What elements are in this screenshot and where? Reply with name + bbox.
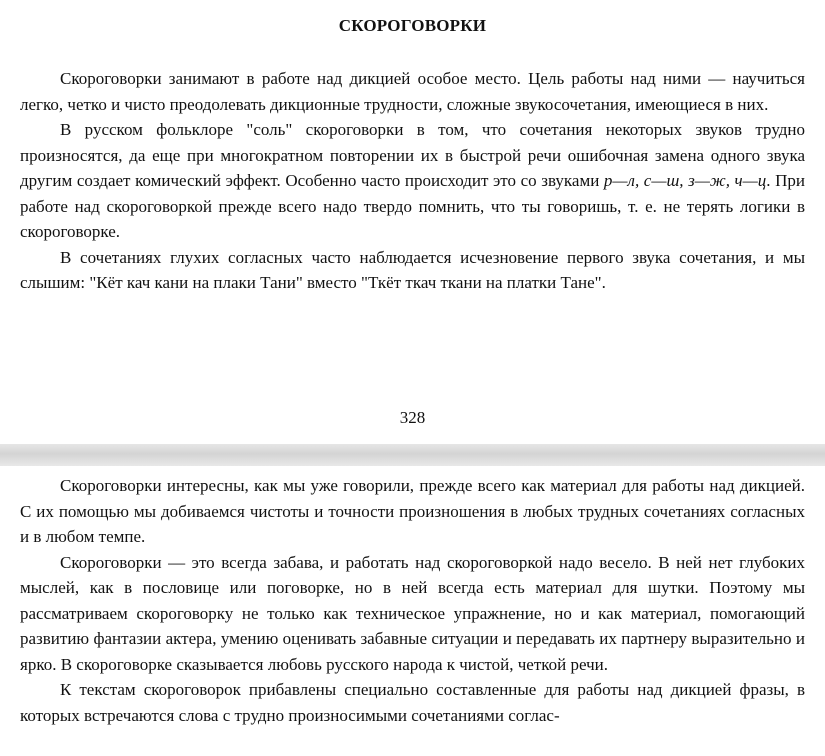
page-divider bbox=[0, 444, 825, 466]
paragraph-text: К текстам скороговорок прибавлены специально составленные для работы над дикцией фразы, в которых встречаются слова с трудно произносимыми сочетаниями соглас- bbox=[20, 680, 805, 725]
paragraph-text: Скороговорки — это всегда забава, и работать над скороговоркой надо весело. В ней нет глубоких мыслей, как в пословице или поговорке, но в ней всегда есть материал для шутки. Поэтому мы рассматриваем скороговорку не только как техническое упражнение, но и как материал, помогающий развитию фантазии актера, умению оценивать забавные ситуации и передавать их партнеру выразительно и ярко. В скороговорке сказывается любовь русского народа к чистой, четкой речи. bbox=[20, 552, 805, 674]
top-text-block bbox=[20, 66, 805, 296]
bottom-text-block bbox=[20, 473, 805, 728]
paragraph-text: Скороговорки занимают в работе над дикцией особое место. Цель работы над ними — научиться легко, четко и чисто преодолевать дикционные трудности, сложные звукосочетания, имеющиеся в них. bbox=[20, 69, 805, 114]
paragraph bbox=[20, 66, 805, 117]
paragraph bbox=[20, 473, 805, 550]
paragraph bbox=[20, 117, 805, 245]
paragraph-text: В сочетаниях глухих согласных часто наблюдается исчезновение первого звука сочетания, и мы слышим: "Кёт кач кани на плаки Тани" вместо "Ткёт ткач ткани на платки Тане". bbox=[20, 247, 805, 292]
paragraph-text: В русском фольклоре "соль" скороговорки в том, что сочетания некоторых звуков трудно произносятся, да еще при многократном повторении их в быстрой речи ошибочная замена одного звука другим создает комический эффект. Особенно часто происходит это со звуками bbox=[20, 120, 805, 190]
paragraph bbox=[20, 245, 805, 296]
italic-sound-pairs: р—л, с—ш, з—ж, ч—ц bbox=[603, 171, 767, 190]
page-title: СКОРОГОВОРКИ bbox=[338, 16, 487, 35]
paragraph-text: . При работе над скороговоркой прежде всего надо твердо помнить, что ты говоришь, т. е. не терять логики в скороговорке. bbox=[20, 171, 806, 241]
paragraph-text: Скороговорки интересны, как мы уже говорили, прежде всего как материал для работы над дикцией. С их помощью мы добиваемся чистоты и точности произношения в любых трудных сочетаниях согласных и в любом темпе. bbox=[20, 476, 805, 546]
paragraph bbox=[20, 677, 805, 728]
paragraph bbox=[20, 550, 805, 678]
page-number: 328 bbox=[399, 408, 426, 427]
